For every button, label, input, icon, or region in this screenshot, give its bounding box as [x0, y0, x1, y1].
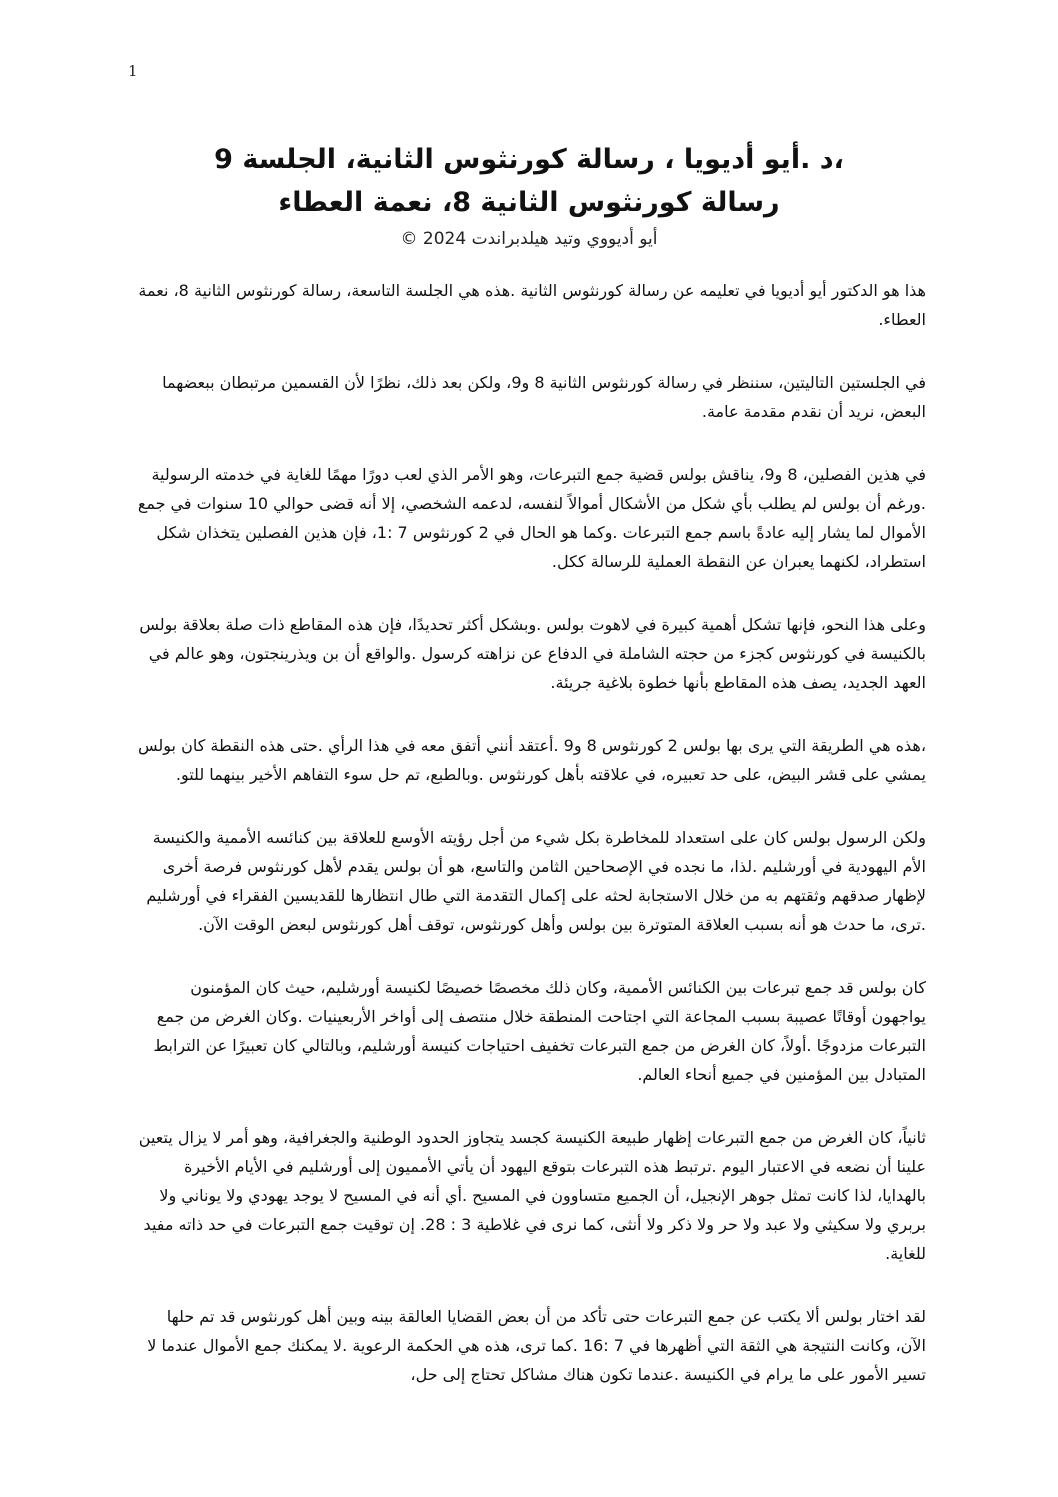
copyright-line: أيو أديووي وتيد هيلدبراندت 2024 © [400, 229, 658, 249]
paragraph-6: ولكن الرسول بولس كان على استعداد للمخاطرة بكل شيء من أجل رؤيته الأوسع للعلاقة بين كنائسه الأممية والكنيسة الأم اليهودية في أورشليم .لذا، ما نجده في الإصحاحين الثامن والتاسع، هو أن بولس يقدم لأهل كورنثوس فرصة أخرى لإظهار صدقهم وثقتهم به من خلال الاستجابة لحثه على إكمال التقدمة التي طال انتظارها للقديسين الفقراء في أورشليم .ترى، ما حدث هو أنه بسبب العلاقة المتوترة بين بولس وأهل كورنثوس، توقف أهل كورنثوس لبعض الوقت الآن. [146, 828, 926, 934]
document-body [134, 276, 926, 1423]
paragraph-7: كان بولس قد جمع تبرعات بين الكنائس الأممية، وكان ذلك مخصصًا خصيصًا لكنيسة أورشليم، حيث كان المؤمنون يواجهون أوقاتًا عصيبة بسبب المجاعة التي اجتاحت المنطقة خلال منتصف إلى أواخر الأربعينيات .وكان الغرض من جمع التبرعات مزدوجًا .أولاً، كان الغرض من جمع التبرعات تخفيف احتياجات كنيسة أورشليم، وبالتالي كان تعبيرًا عن الترابط المتبادل بين المؤمنين في جميع أنحاء العالم. [153, 978, 926, 1084]
document-header [134, 138, 924, 252]
page-number: 1 [128, 62, 138, 80]
paragraph-3: في هذين الفصلين، 8 و9، يناقش بولس قضية جمع التبرعات، وهو الأمر الذي لعب دورًا مهمًا للغاية في خدمته الرسولية .ورغم أن بولس لم يطلب بأي شكل من الأشكال أموالاً لنفسه، لدعمه الشخصي، إلا أنه قضى حوالي 10 سنوات في جمع الأموال لما يشار إليه عادةً باسم جمع التبرعات .وكما هو الحال في 2 كورنثوس 7 :1، فإن هذين الفصلين يتخذان شكل استطراد، لكنهما يعبران عن النقطة العملية للرسالة ككل. [137, 465, 926, 571]
paragraph-9: لقد اختار بولس ألا يكتب عن جمع التبرعات حتى تأكد من أن بعض القضايا العالقة بينه وبين أهل كورنثوس قد تم حلها الآن، وكانت النتيجة هي الثقة التي أظهرها في 7 :16 .كما ترى، هذه هي الحكمة الرعوية .لا يمكنك جمع الأموال عندما لا تسير الأمور على ما يرام في الكنيسة .عندما تكون هناك مشاكل تحتاج إلى حل، [147, 1307, 926, 1384]
paragraph-5: ،هذه هي الطريقة التي يرى بها بولس 2 كورنثوس 8 و9 .أعتقد أنني أتفق معه في هذا الرأي .حتى هذه النقطة كان بولس يمشي على قشر البيض، على حد تعبيره، في علاقته بأهل كورنثوس .وبالطبع، تم حل سوء التفاهم الأخير بينهما للتو. [138, 736, 926, 784]
document-title-line-2: رسالة كورنثوس الثانية 8، نعمة العطاء [278, 187, 780, 218]
document-title-line-1: ،د .أيو أديويا ، رسالة كورنثوس الثانية، الجلسة 9 [214, 144, 844, 175]
paragraph-8: ثانياً، كان الغرض من جمع التبرعات إظهار طبيعة الكنيسة كجسد يتجاوز الحدود الوطنية والجغرافية، وهو أمر لا يزال يتعين علينا أن نضعه في الاعتبار اليوم .ترتبط هذه التبرعات بتوقع اليهود أن يأتي الأمميون إلى أورشليم في الأيام الأخيرة بالهدايا، لذا كانت تمثل جوهر الإنجيل، أن الجميع متساوون في المسيح .أي أنه في المسيح لا يوجد يهودي ولا يوناني ولا بربري ولا سكيثي ولا عبد ولا حر ولا ذكر ولا أنثى، كما نرى في غلاطية 3 : 28. إن توقيت جمع التبرعات في حد ذاته مفيد للغاية. [138, 1128, 926, 1263]
paragraph-4: وعلى هذا النحو، فإنها تشكل أهمية كبيرة في لاهوت بولس .وبشكل أكثر تحديدًا، فإن هذه المقاطع ذات صلة بعلاقة بولس بالكنيسة في كورنثوس كجزء من حجته الشاملة في الدفاع عن نزاهته كرسول .والواقع أن بن ويذرينجتون، وهو عالم في العهد الجديد، يصف هذه المقاطع بأنها خطوة بلاغية جريئة. [139, 615, 926, 692]
paragraph-1: هذا هو الدكتور أيو أديويا في تعليمه عن رسالة كورنثوس الثانية .هذه هي الجلسة التاسعة، رسالة كورنثوس الثانية 8، نعمة العطاء. [138, 281, 926, 329]
paragraph-2: في الجلستين التاليتين، سننظر في رسالة كورنثوس الثانية 8 و9، ولكن بعد ذلك، نظرًا لأن القسمين مرتبطان ببعضهما البعض، نريد أن نقدم مقدمة عامة. [162, 373, 926, 421]
